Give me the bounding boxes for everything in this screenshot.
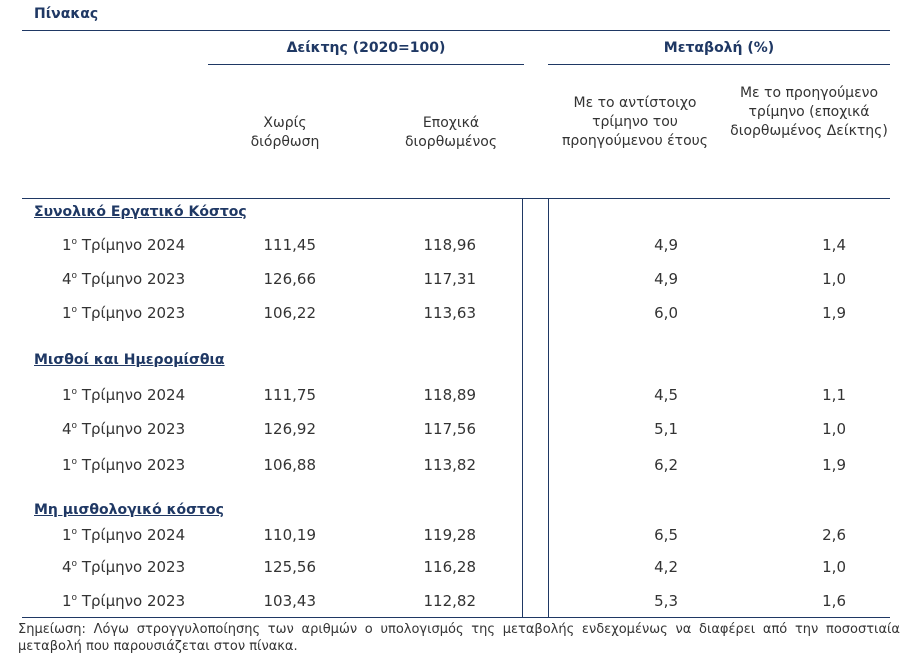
quarter-number: 4 <box>62 420 72 438</box>
cell-yoy: 4,5 <box>654 386 678 404</box>
cell-seasonal: 113,63 <box>423 304 476 322</box>
cell-seasonal: 116,28 <box>423 558 476 576</box>
quarter-number: 1 <box>62 304 72 322</box>
cell-seasonal: 118,96 <box>423 236 476 254</box>
row-label <box>62 304 185 322</box>
footnote: Σημείωση: Λόγω στρογγυλοποίησης των αριθμών ο υπολογισμός της μεταβολής ενδεχομένως να διαφέρει από την ποσοστιαία μεταβολή που παρουσιάζεται στον πίνακα. <box>18 622 900 654</box>
ordinal-suffix: ο <box>71 305 78 315</box>
quarter-number: 1 <box>62 526 72 544</box>
row-label <box>62 420 185 438</box>
ordinal-suffix: ο <box>71 237 78 247</box>
cell-qoq: 1,0 <box>822 420 846 438</box>
quarter-label: Τρίμηνο 2023 <box>77 304 186 322</box>
cell-yoy: 4,9 <box>654 270 678 288</box>
cell-unadjusted: 106,88 <box>263 456 316 474</box>
table-title: Πίνακας <box>34 6 99 22</box>
section-title: Μισθοί και Ημερομίσθια <box>34 352 225 368</box>
quarter-number: 4 <box>62 558 72 576</box>
ordinal-suffix: ο <box>71 421 78 431</box>
quarter-label: Τρίμηνο 2023 <box>77 270 186 288</box>
separator-left <box>522 198 523 618</box>
group-rule-indices <box>208 64 524 65</box>
row-label <box>62 456 185 474</box>
cell-yoy: 5,1 <box>654 420 678 438</box>
cell-unadjusted: 106,22 <box>263 304 316 322</box>
quarter-label: Τρίμηνο 2023 <box>77 420 186 438</box>
cell-qoq: 1,9 <box>822 456 846 474</box>
group-rule-change <box>548 64 890 65</box>
cell-yoy: 6,0 <box>654 304 678 322</box>
section-title: Μη μισθολογικό κόστος <box>34 502 224 518</box>
cell-yoy: 4,2 <box>654 558 678 576</box>
cell-unadjusted: 111,45 <box>263 236 316 254</box>
cell-unadjusted: 103,43 <box>263 592 316 610</box>
cell-qoq: 1,4 <box>822 236 846 254</box>
cell-qoq: 1,9 <box>822 304 846 322</box>
row-label <box>62 558 185 576</box>
col-header-unadjusted: Χωρίς διόρθωση <box>250 115 320 150</box>
cell-yoy: 5,3 <box>654 592 678 610</box>
quarter-label: Τρίμηνο 2024 <box>77 386 186 404</box>
cell-seasonal: 119,28 <box>423 526 476 544</box>
cell-seasonal: 117,56 <box>423 420 476 438</box>
quarter-number: 1 <box>62 236 72 254</box>
cell-qoq: 1,0 <box>822 558 846 576</box>
separator-right <box>548 198 549 618</box>
row-label <box>62 386 185 404</box>
cell-unadjusted: 111,75 <box>263 386 316 404</box>
row-label <box>62 592 185 610</box>
quarter-label: Τρίμηνο 2023 <box>77 558 186 576</box>
group-header-indices: Δείκτης (2020=100) <box>286 40 446 56</box>
cell-qoq: 1,1 <box>822 386 846 404</box>
cell-unadjusted: 126,66 <box>263 270 316 288</box>
ordinal-suffix: ο <box>71 457 78 467</box>
cell-yoy: 6,5 <box>654 526 678 544</box>
ordinal-suffix: ο <box>71 271 78 281</box>
quarter-label: Τρίμηνο 2023 <box>77 592 186 610</box>
ordinal-suffix: ο <box>71 527 78 537</box>
cell-unadjusted: 110,19 <box>263 526 316 544</box>
cell-yoy: 6,2 <box>654 456 678 474</box>
header-rule <box>22 198 890 199</box>
cell-unadjusted: 125,56 <box>263 558 316 576</box>
cell-qoq: 2,6 <box>822 526 846 544</box>
cell-qoq: 1,0 <box>822 270 846 288</box>
group-header-change: Μεταβολή (%) <box>663 40 775 56</box>
col-header-yoy: Με το αντίστοιχο τρίμηνο του προηγούμενου έτους <box>562 95 708 149</box>
cell-unadjusted: 126,92 <box>263 420 316 438</box>
quarter-number: 1 <box>62 386 72 404</box>
ordinal-suffix: ο <box>71 559 78 569</box>
row-label <box>62 270 185 288</box>
ordinal-suffix: ο <box>71 593 78 603</box>
col-header-qoq: Με το προηγούμενο τρίμηνο (εποχικά διορθωμένος Δείκτης) <box>730 85 888 139</box>
cell-qoq: 1,6 <box>822 592 846 610</box>
quarter-label: Τρίμηνο 2024 <box>77 526 186 544</box>
row-label <box>62 236 185 254</box>
cell-seasonal: 117,31 <box>423 270 476 288</box>
row-label <box>62 526 185 544</box>
cell-seasonal: 113,82 <box>423 456 476 474</box>
cell-yoy: 4,9 <box>654 236 678 254</box>
col-header-seasonal: Εποχικά διορθωμένος <box>404 115 498 150</box>
ordinal-suffix: ο <box>71 387 78 397</box>
quarter-label: Τρίμηνο 2024 <box>77 236 186 254</box>
cell-seasonal: 118,89 <box>423 386 476 404</box>
bottom-rule <box>22 617 890 618</box>
quarter-label: Τρίμηνο 2023 <box>77 456 186 474</box>
section-title: Συνολικό Εργατικό Κόστος <box>34 204 247 220</box>
top-rule <box>22 30 890 31</box>
quarter-number: 1 <box>62 456 72 474</box>
quarter-number: 4 <box>62 270 72 288</box>
quarter-number: 1 <box>62 592 72 610</box>
cell-seasonal: 112,82 <box>423 592 476 610</box>
